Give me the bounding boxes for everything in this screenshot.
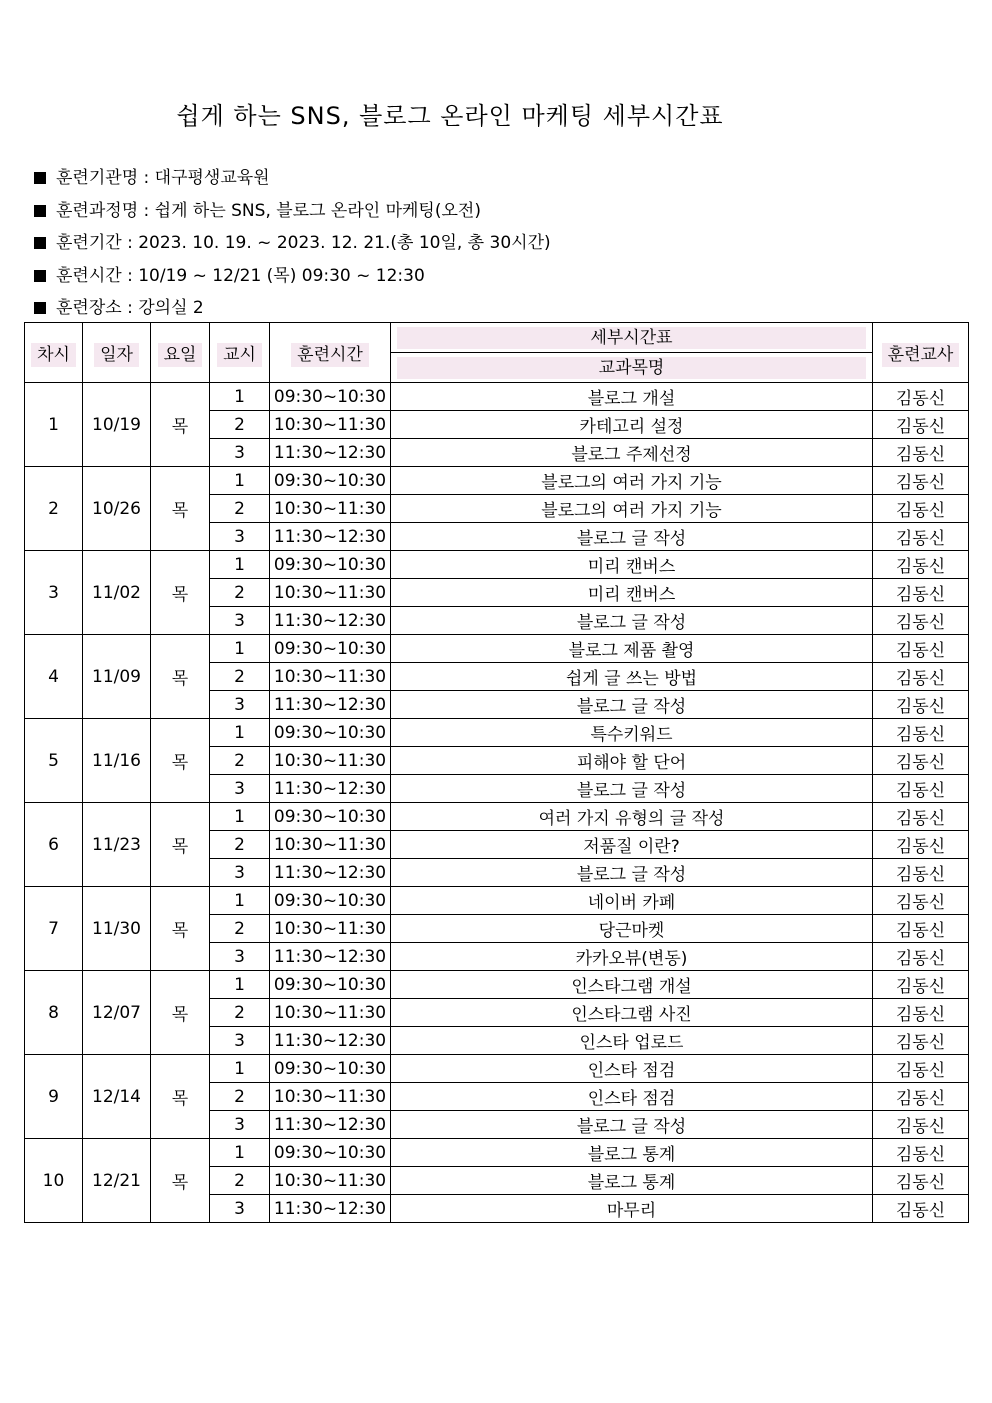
date-cell: 11/02 bbox=[83, 551, 151, 635]
subject-cell: 블로그 글 작성 bbox=[391, 775, 873, 803]
period-cell: 1 bbox=[210, 971, 270, 999]
teacher-cell: 김동신 bbox=[873, 635, 969, 663]
subject-cell: 인스타그램 사진 bbox=[391, 999, 873, 1027]
teacher-cell: 김동신 bbox=[873, 803, 969, 831]
date-cell: 11/30 bbox=[83, 887, 151, 971]
session-no-cell: 1 bbox=[25, 383, 83, 467]
period-cell: 1 bbox=[210, 1055, 270, 1083]
teacher-cell: 김동신 bbox=[873, 775, 969, 803]
teacher-cell: 김동신 bbox=[873, 1195, 969, 1223]
teacher-cell: 김동신 bbox=[873, 719, 969, 747]
period-cell: 3 bbox=[210, 775, 270, 803]
subject-cell: 블로그 제품 촬영 bbox=[391, 635, 873, 663]
subject-cell: 블로그 개설 bbox=[391, 383, 873, 411]
table-row bbox=[25, 971, 969, 999]
session-no-cell: 3 bbox=[25, 551, 83, 635]
teacher-cell: 김동신 bbox=[873, 691, 969, 719]
teacher-cell: 김동신 bbox=[873, 579, 969, 607]
time-cell: 11:30~12:30 bbox=[270, 523, 391, 551]
table-row bbox=[25, 803, 969, 831]
table-row bbox=[25, 635, 969, 663]
period-cell: 3 bbox=[210, 607, 270, 635]
subject-cell: 카테고리 설정 bbox=[391, 411, 873, 439]
info-line-period bbox=[34, 227, 551, 260]
weekday-cell: 목 bbox=[151, 467, 210, 551]
time-cell: 10:30~11:30 bbox=[270, 1083, 391, 1111]
time-cell: 11:30~12:30 bbox=[270, 943, 391, 971]
time-cell: 11:30~12:30 bbox=[270, 775, 391, 803]
subject-cell: 블로그 글 작성 bbox=[391, 523, 873, 551]
teacher-cell: 김동신 bbox=[873, 1027, 969, 1055]
time-cell: 10:30~11:30 bbox=[270, 411, 391, 439]
header-date: 일자 bbox=[83, 323, 151, 383]
time-cell: 11:30~12:30 bbox=[270, 691, 391, 719]
session-no-cell: 4 bbox=[25, 635, 83, 719]
teacher-cell: 김동신 bbox=[873, 383, 969, 411]
session-no-cell: 8 bbox=[25, 971, 83, 1055]
subject-cell: 블로그 글 작성 bbox=[391, 1111, 873, 1139]
period-cell: 1 bbox=[210, 467, 270, 495]
square-bullet-icon bbox=[34, 172, 46, 184]
header-subject: 교과목명 bbox=[391, 353, 873, 383]
period-cell: 1 bbox=[210, 551, 270, 579]
date-cell: 12/14 bbox=[83, 1055, 151, 1139]
header-session: 차시 bbox=[25, 323, 83, 383]
teacher-cell: 김동신 bbox=[873, 859, 969, 887]
time-cell: 11:30~12:30 bbox=[270, 439, 391, 467]
teacher-cell: 김동신 bbox=[873, 495, 969, 523]
teacher-cell: 김동신 bbox=[873, 663, 969, 691]
teacher-cell: 김동신 bbox=[873, 411, 969, 439]
date-cell: 11/09 bbox=[83, 635, 151, 719]
date-cell: 10/26 bbox=[83, 467, 151, 551]
info-line-location bbox=[34, 292, 551, 325]
info-line-institution bbox=[34, 162, 551, 195]
weekday-cell: 목 bbox=[151, 971, 210, 1055]
table-row bbox=[25, 887, 969, 915]
subject-cell: 피해야 할 단어 bbox=[391, 747, 873, 775]
date-cell: 12/21 bbox=[83, 1139, 151, 1223]
teacher-cell: 김동신 bbox=[873, 999, 969, 1027]
subject-cell: 특수키워드 bbox=[391, 719, 873, 747]
period-cell: 3 bbox=[210, 691, 270, 719]
subject-cell: 마무리 bbox=[391, 1195, 873, 1223]
period-cell: 2 bbox=[210, 999, 270, 1027]
time-cell: 09:30~10:30 bbox=[270, 887, 391, 915]
period-cell: 3 bbox=[210, 1027, 270, 1055]
table-row bbox=[25, 719, 969, 747]
time-cell: 09:30~10:30 bbox=[270, 971, 391, 999]
period-cell: 1 bbox=[210, 1139, 270, 1167]
teacher-cell: 김동신 bbox=[873, 1139, 969, 1167]
time-cell: 09:30~10:30 bbox=[270, 635, 391, 663]
session-no-cell: 2 bbox=[25, 467, 83, 551]
weekday-cell: 목 bbox=[151, 887, 210, 971]
info-text: 훈련기간 : 2023. 10. 19. ~ 2023. 12. 21.(총 10일, 총 30시간) bbox=[56, 233, 551, 253]
time-cell: 10:30~11:30 bbox=[270, 495, 391, 523]
teacher-cell: 김동신 bbox=[873, 1111, 969, 1139]
session-no-cell: 6 bbox=[25, 803, 83, 887]
teacher-cell: 김동신 bbox=[873, 551, 969, 579]
teacher-cell: 김동신 bbox=[873, 1083, 969, 1111]
subject-cell: 블로그 주제선정 bbox=[391, 439, 873, 467]
subject-cell: 인스타 점검 bbox=[391, 1083, 873, 1111]
schedule-table bbox=[24, 322, 969, 1223]
teacher-cell: 김동신 bbox=[873, 1055, 969, 1083]
time-cell: 10:30~11:30 bbox=[270, 831, 391, 859]
period-cell: 1 bbox=[210, 635, 270, 663]
weekday-cell: 목 bbox=[151, 803, 210, 887]
time-cell: 09:30~10:30 bbox=[270, 803, 391, 831]
time-cell: 11:30~12:30 bbox=[270, 1195, 391, 1223]
subject-cell: 당근마켓 bbox=[391, 915, 873, 943]
subject-cell: 인스타 점검 bbox=[391, 1055, 873, 1083]
weekday-cell: 목 bbox=[151, 635, 210, 719]
period-cell: 1 bbox=[210, 719, 270, 747]
subject-cell: 블로그 글 작성 bbox=[391, 859, 873, 887]
period-cell: 3 bbox=[210, 943, 270, 971]
schedule-body bbox=[25, 383, 969, 1223]
info-text: 훈련과정명 : 쉽게 하는 SNS, 블로그 온라인 마케팅(오전) bbox=[56, 200, 481, 221]
table-row bbox=[25, 383, 969, 411]
subject-cell: 인스타그램 개설 bbox=[391, 971, 873, 999]
date-cell: 10/19 bbox=[83, 383, 151, 467]
period-cell: 3 bbox=[210, 523, 270, 551]
time-cell: 10:30~11:30 bbox=[270, 579, 391, 607]
header-teacher: 훈련교사 bbox=[873, 323, 969, 383]
subject-cell: 쉽게 글 쓰는 방법 bbox=[391, 663, 873, 691]
period-cell: 3 bbox=[210, 1111, 270, 1139]
subject-cell: 미리 캔버스 bbox=[391, 551, 873, 579]
subject-cell: 카카오뷰(변동) bbox=[391, 943, 873, 971]
square-bullet-icon bbox=[34, 302, 46, 314]
square-bullet-icon bbox=[34, 205, 46, 217]
subject-cell: 블로그의 여러 가지 기능 bbox=[391, 467, 873, 495]
period-cell: 1 bbox=[210, 887, 270, 915]
date-cell: 11/16 bbox=[83, 719, 151, 803]
time-cell: 09:30~10:30 bbox=[270, 551, 391, 579]
period-cell: 2 bbox=[210, 663, 270, 691]
header-schedule: 세부시간표 bbox=[391, 323, 873, 353]
session-no-cell: 7 bbox=[25, 887, 83, 971]
teacher-cell: 김동신 bbox=[873, 887, 969, 915]
teacher-cell: 김동신 bbox=[873, 523, 969, 551]
teacher-cell: 김동신 bbox=[873, 607, 969, 635]
time-cell: 11:30~12:30 bbox=[270, 859, 391, 887]
course-info bbox=[34, 162, 551, 325]
table-row bbox=[25, 1139, 969, 1167]
period-cell: 2 bbox=[210, 411, 270, 439]
table-row bbox=[25, 551, 969, 579]
time-cell: 10:30~11:30 bbox=[270, 747, 391, 775]
info-text: 훈련시간 : 10/19 ~ 12/21 (목) 09:30 ~ 12:30 bbox=[56, 265, 425, 286]
period-cell: 2 bbox=[210, 915, 270, 943]
subject-cell: 블로그 통계 bbox=[391, 1139, 873, 1167]
subject-cell: 저품질 이란? bbox=[391, 831, 873, 859]
subject-cell: 블로그 글 작성 bbox=[391, 607, 873, 635]
time-cell: 09:30~10:30 bbox=[270, 1055, 391, 1083]
session-no-cell: 10 bbox=[25, 1139, 83, 1223]
period-cell: 2 bbox=[210, 747, 270, 775]
weekday-cell: 목 bbox=[151, 551, 210, 635]
square-bullet-icon bbox=[34, 237, 46, 249]
subject-cell: 네이버 카페 bbox=[391, 887, 873, 915]
subject-cell: 블로그 통계 bbox=[391, 1167, 873, 1195]
page-title: 쉽게 하는 SNS, 블로그 온라인 마케팅 세부시간표 bbox=[176, 102, 724, 130]
teacher-cell: 김동신 bbox=[873, 971, 969, 999]
info-text: 훈련기관명 : 대구평생교육원 bbox=[56, 168, 270, 188]
weekday-cell: 목 bbox=[151, 1139, 210, 1223]
period-cell: 3 bbox=[210, 439, 270, 467]
time-cell: 10:30~11:30 bbox=[270, 915, 391, 943]
header-time: 훈련시간 bbox=[270, 323, 391, 383]
subject-cell: 블로그의 여러 가지 기능 bbox=[391, 495, 873, 523]
session-no-cell: 9 bbox=[25, 1055, 83, 1139]
square-bullet-icon bbox=[34, 270, 46, 282]
header-period: 교시 bbox=[210, 323, 270, 383]
subject-cell: 블로그 글 작성 bbox=[391, 691, 873, 719]
time-cell: 11:30~12:30 bbox=[270, 1111, 391, 1139]
teacher-cell: 김동신 bbox=[873, 467, 969, 495]
time-cell: 09:30~10:30 bbox=[270, 467, 391, 495]
period-cell: 2 bbox=[210, 831, 270, 859]
date-cell: 11/23 bbox=[83, 803, 151, 887]
teacher-cell: 김동신 bbox=[873, 831, 969, 859]
session-no-cell: 5 bbox=[25, 719, 83, 803]
time-cell: 10:30~11:30 bbox=[270, 999, 391, 1027]
period-cell: 2 bbox=[210, 579, 270, 607]
period-cell: 2 bbox=[210, 495, 270, 523]
subject-cell: 미리 캔버스 bbox=[391, 579, 873, 607]
header-weekday: 요일 bbox=[151, 323, 210, 383]
table-row bbox=[25, 467, 969, 495]
info-line-hours bbox=[34, 260, 551, 293]
period-cell: 2 bbox=[210, 1167, 270, 1195]
period-cell: 3 bbox=[210, 1195, 270, 1223]
period-cell: 1 bbox=[210, 803, 270, 831]
time-cell: 09:30~10:30 bbox=[270, 1139, 391, 1167]
teacher-cell: 김동신 bbox=[873, 1167, 969, 1195]
weekday-cell: 목 bbox=[151, 719, 210, 803]
subject-cell: 인스타 업로드 bbox=[391, 1027, 873, 1055]
period-cell: 3 bbox=[210, 859, 270, 887]
teacher-cell: 김동신 bbox=[873, 747, 969, 775]
table-row bbox=[25, 1055, 969, 1083]
teacher-cell: 김동신 bbox=[873, 439, 969, 467]
period-cell: 1 bbox=[210, 383, 270, 411]
teacher-cell: 김동신 bbox=[873, 943, 969, 971]
time-cell: 09:30~10:30 bbox=[270, 383, 391, 411]
weekday-cell: 목 bbox=[151, 1055, 210, 1139]
time-cell: 10:30~11:30 bbox=[270, 1167, 391, 1195]
date-cell: 12/07 bbox=[83, 971, 151, 1055]
info-line-course bbox=[34, 195, 551, 228]
time-cell: 11:30~12:30 bbox=[270, 607, 391, 635]
teacher-cell: 김동신 bbox=[873, 915, 969, 943]
time-cell: 11:30~12:30 bbox=[270, 1027, 391, 1055]
subject-cell: 여러 가지 유형의 글 작성 bbox=[391, 803, 873, 831]
info-text: 훈련장소 : 강의실 2 bbox=[56, 298, 204, 318]
time-cell: 10:30~11:30 bbox=[270, 663, 391, 691]
time-cell: 09:30~10:30 bbox=[270, 719, 391, 747]
weekday-cell: 목 bbox=[151, 383, 210, 467]
period-cell: 2 bbox=[210, 1083, 270, 1111]
